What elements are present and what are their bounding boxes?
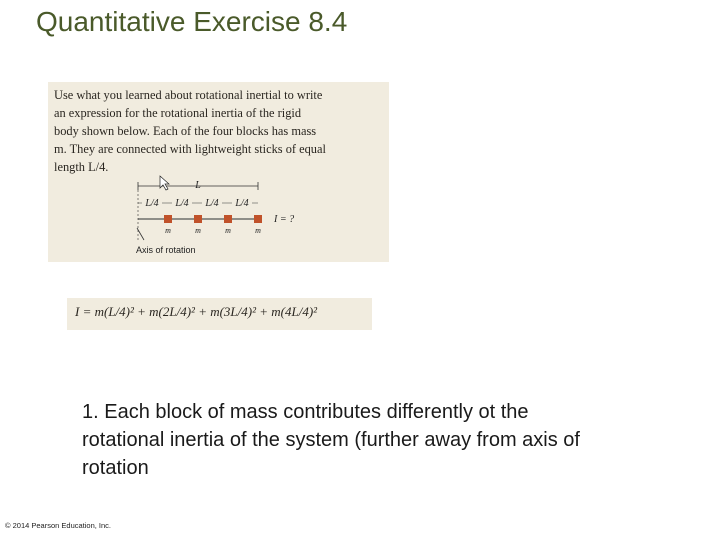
mass-block bbox=[194, 215, 202, 223]
segment-label: L/4 bbox=[205, 198, 219, 209]
mass-block bbox=[164, 215, 172, 223]
slide-title: Quantitative Exercise 8.4 bbox=[36, 6, 348, 37]
mass-block bbox=[224, 215, 232, 223]
total-length-label: L bbox=[195, 180, 201, 191]
problem-line: Use what you learned about rotational inertial to write bbox=[54, 88, 323, 102]
mass-label: m bbox=[225, 226, 231, 235]
mass-label: m bbox=[195, 226, 201, 235]
rigid-body-diagram bbox=[48, 82, 389, 262]
problem-line: length L/4. bbox=[54, 160, 109, 174]
problem-line: an expression for the rotational inertia of the rigid bbox=[54, 106, 302, 120]
segment-label: L/4 bbox=[145, 198, 159, 209]
problem-image bbox=[48, 82, 389, 262]
segment-label: L/4 bbox=[175, 198, 189, 209]
equation-image bbox=[67, 298, 372, 330]
mass-label: m bbox=[255, 226, 261, 235]
cursor-icon bbox=[160, 176, 169, 190]
mass-block bbox=[254, 215, 262, 223]
inertia-unknown-label: I = ? bbox=[274, 214, 295, 225]
mass-label: m bbox=[165, 226, 171, 235]
copyright-notice: © 2014 Pearson Education, Inc. bbox=[5, 521, 112, 530]
rotational-inertia-equation: I = m(L/4)² + m(2L/4)² + m(3L/4)² + m(4L/4)² bbox=[75, 304, 318, 319]
problem-line: body shown below. Each of the four blocks has mass bbox=[54, 124, 317, 138]
explanation-note: 1. Each block of mass contributes differently ot the rotational inertia of the system (further away from axis of rotation bbox=[82, 401, 580, 479]
problem-line: m. They are connected with lightweight sticks of equal bbox=[54, 142, 326, 156]
axis-of-rotation-label: Axis of rotation bbox=[136, 245, 196, 255]
segment-label: L/4 bbox=[235, 198, 249, 209]
